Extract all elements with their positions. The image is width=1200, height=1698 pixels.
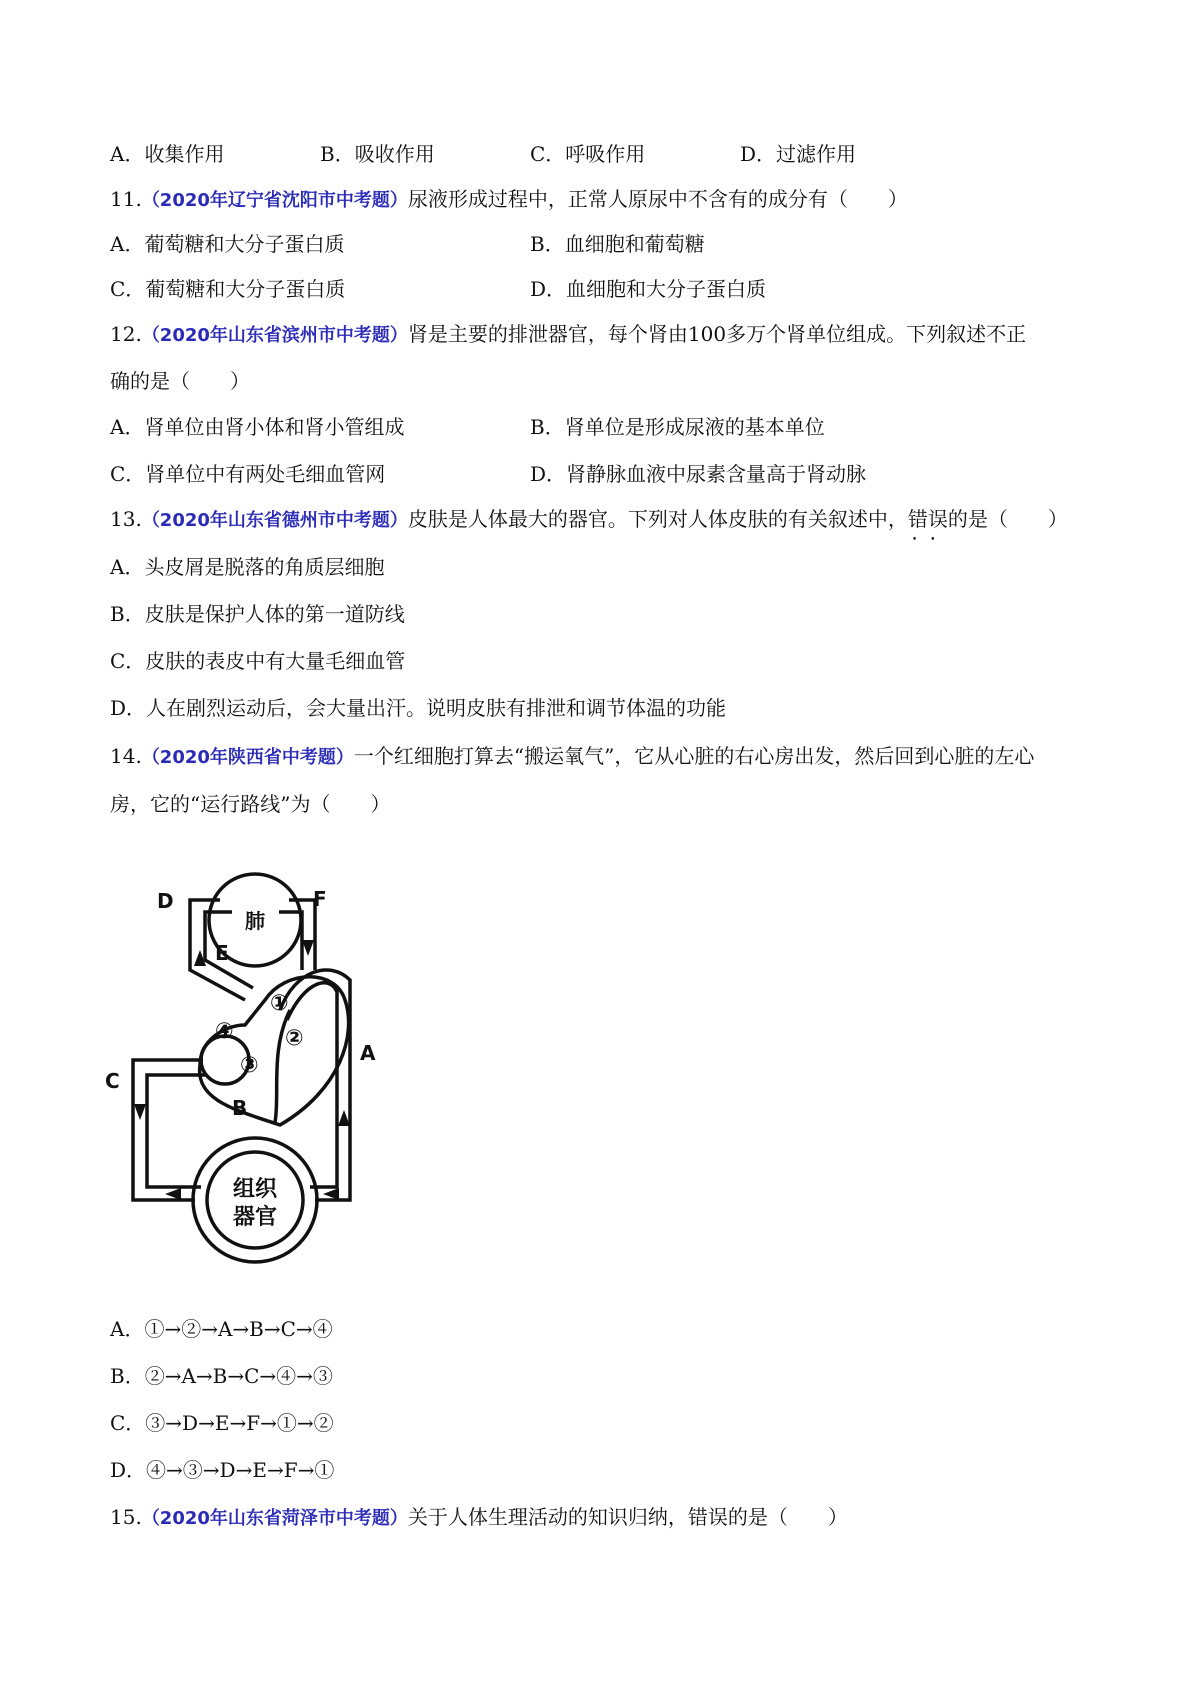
q13-option-b: B．皮肤是保护人体的第一道防线	[110, 602, 405, 626]
q11-option-d: D．血细胞和大分子蛋白质	[530, 277, 767, 301]
label-b: B	[232, 1096, 248, 1120]
organ-label-line2: 器官	[232, 1205, 278, 1230]
arrow-c	[134, 1104, 146, 1120]
q12-number: 12.	[110, 322, 142, 346]
q13-source: （2020年山东省德州市中考题）	[141, 510, 408, 531]
label-e: E	[215, 941, 229, 965]
q14-option-b: B．②→A→B→C→④→③	[110, 1364, 333, 1388]
q11-option-c: C．葡萄糖和大分子蛋白质	[110, 277, 346, 301]
q12-stem-line2: 确的是（ ）	[110, 369, 250, 393]
arrow-f	[302, 940, 314, 956]
q11-stem	[110, 185, 908, 215]
q13-text: 皮肤是人体最大的器官。下列对人体皮肤的有关叙述中，	[407, 507, 908, 531]
q10-option-c: C．呼吸作用	[530, 142, 646, 166]
q13-stem	[110, 505, 1068, 535]
q12-option-d: D．肾静脉血液中尿素含量高于肾动脉	[530, 462, 867, 486]
q13-emphasis: 错误 • •	[908, 507, 948, 531]
q12-text: 肾是主要的排泄器官，每个肾由100多万个肾单位组成。下列叙述不正	[407, 322, 1027, 346]
chamber-4: ④	[215, 1019, 234, 1044]
pulmonary-artery-inner	[279, 912, 302, 970]
q12-option-c: C．肾单位中有两处毛细血管网	[110, 462, 386, 486]
aorta-inner	[287, 983, 337, 1150]
q14-stem-line1	[110, 742, 1034, 772]
label-f: F	[313, 887, 327, 911]
lung-label: 肺	[245, 909, 265, 933]
q12-option-b: B．肾单位是形成尿液的基本单位	[530, 415, 825, 439]
systemic-vein-outer	[133, 1060, 203, 1200]
circulation-diagram	[105, 860, 425, 1290]
q11-option-a: A．葡萄糖和大分子蛋白质	[110, 232, 345, 256]
organ-label-line1: 组织	[232, 1177, 278, 1202]
q13-text-end: 的是（ ）	[947, 507, 1068, 531]
q11-number: 11.	[110, 187, 142, 211]
q14-source: （2020年陕西省中考题）	[141, 747, 354, 768]
systemic-vein-inner	[147, 1075, 205, 1187]
q10-option-b: B．吸收作用	[320, 142, 435, 166]
q15-number: 15.	[110, 1505, 142, 1529]
arrow-vein-bottom	[165, 1188, 181, 1200]
q15-stem	[110, 1503, 848, 1533]
q13-option-a: A．头皮屑是脱落的角质层细胞	[110, 555, 385, 579]
q14-option-d: D．④→③→D→E→F→①	[110, 1458, 335, 1482]
q13-number: 13.	[110, 507, 142, 531]
q13-option-c: C．皮肤的表皮中有大量毛细血管	[110, 649, 406, 673]
q15-source: （2020年山东省菏泽市中考题）	[141, 1508, 408, 1529]
label-d: D	[157, 889, 174, 913]
chamber-2: ②	[285, 1026, 304, 1051]
q13-option-d: D．人在剧烈运动后，会大量出汗。说明皮肤有排泄和调节体温的功能	[110, 696, 727, 720]
q15-text: 关于人体生理活动的知识归纳，错误的是（ ）	[407, 1505, 848, 1529]
q10-option-d: D．过滤作用	[740, 142, 857, 166]
q11-source: （2020年辽宁省沈阳市中考题）	[141, 190, 408, 211]
q12-option-a: A．肾单位由肾小体和肾小管组成	[110, 415, 405, 439]
arrow-artery-bottom	[323, 1188, 339, 1200]
arrow-a	[338, 1110, 350, 1126]
q12-stem-line1	[110, 320, 1026, 350]
q14-option-c: C．③→D→E→F→①→②	[110, 1411, 334, 1435]
q14-text: 一个红细胞打算去“搬运氧气”，它从心脏的右心房出发，然后回到心脏的左心	[353, 744, 1035, 768]
q11-option-b: B．血细胞和葡萄糖	[530, 232, 705, 256]
chamber-1: ①	[270, 991, 289, 1016]
q10-option-a: A．收集作用	[110, 142, 225, 166]
chamber-3: ③	[240, 1053, 259, 1078]
q12-source: （2020年山东省滨州市中考题）	[141, 325, 408, 346]
q14-stem-line2: 房，它的“运行路线”为（ ）	[110, 792, 391, 816]
q14-number: 14.	[110, 744, 142, 768]
q14-option-a: A．①→②→A→B→C→④	[110, 1317, 333, 1341]
label-a: A	[360, 1041, 376, 1065]
q11-text: 尿液形成过程中，正常人原尿中不含有的成分有（ ）	[407, 187, 908, 211]
label-c: C	[105, 1069, 120, 1093]
